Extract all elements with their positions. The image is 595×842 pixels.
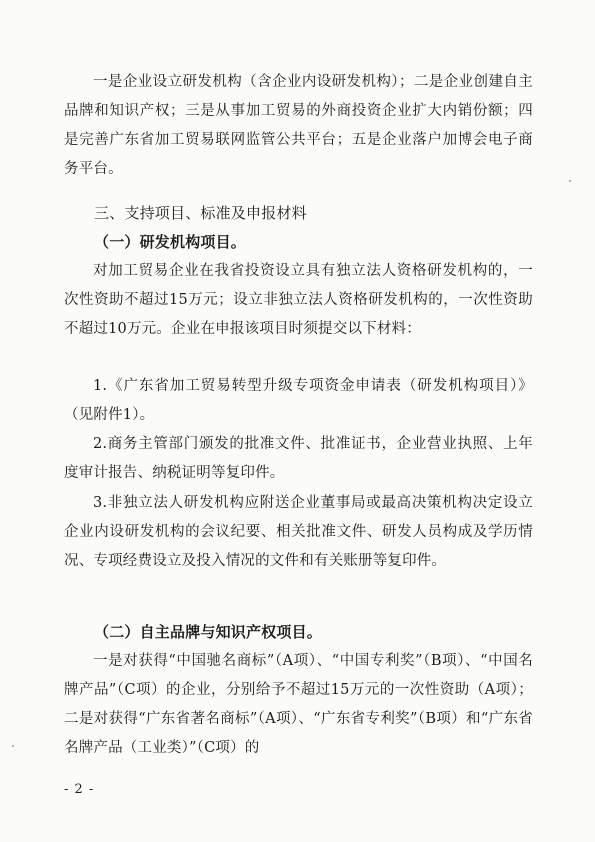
- paragraph-brand-funding: [0, 647, 595, 763]
- paragraph-material-3: [0, 489, 595, 576]
- paragraph-rnd-funding: [0, 257, 595, 344]
- subsection-heading-2: [0, 618, 595, 647]
- paragraph-material-1: [0, 372, 595, 430]
- paragraph-task-list: [0, 68, 595, 184]
- heading: （一）研发机构项目。: [94, 233, 247, 251]
- scan-speck: [569, 180, 571, 182]
- paragraph: 3.非独立法人研发机构应附送企业董事局或最高决策机构决定设立企业内设研发机构的会议纪要、相关批准文件、研发人员构成及学历情况、专项经费设立及投入情况的文件和有关账册等复印件。: [64, 495, 533, 569]
- heading: 三、支持项目、标准及申报材料: [94, 204, 307, 222]
- paragraph-material-2: [0, 430, 595, 488]
- heading: （二）自主品牌与知识产权项目。: [94, 623, 323, 641]
- paragraph: 对加工贸易企业在我省投资设立具有独立法人资格研发机构的，一次性资助不超过15万元；设立非独立法人资格研发机构的，一次性资助不超过10万元。企业在申报该项目时须提交以下材料：: [64, 263, 533, 337]
- page-number: - 2 -: [64, 782, 95, 797]
- subsection-heading-1: [0, 228, 595, 257]
- paragraph: 一是企业设立研发机构（含企业内设研发机构）；二是企业创建自主品牌和知识产权；三是从事加工贸易的外商投资企业扩大内销份额；四是完善广东省加工贸易联网监管公共平台；五是企业落户加博会电子商务平台。: [64, 74, 533, 177]
- paragraph: 一是对获得“中国驰名商标”（A项）、“中国专利奖”（B项）、“中国名牌产品”（C项）的企业，分别给予不超过15万元的一次性资助（A项）；二是对获得“广东省著名商标”（A项）、“广东省专利奖”（B项）和“广东省名牌产品（工业类）”（C项）的: [64, 653, 533, 756]
- section-heading-3: [0, 199, 595, 228]
- scan-speck: [12, 745, 14, 747]
- paragraph: 1.《广东省加工贸易转型升级专项资金申请表（研发机构项目）》（见附件1）。: [64, 378, 533, 423]
- paragraph: 2.商务主管部门颁发的批准文件、批准证书，企业营业执照、上年度审计报告、纳税证明等复印件。: [64, 436, 533, 481]
